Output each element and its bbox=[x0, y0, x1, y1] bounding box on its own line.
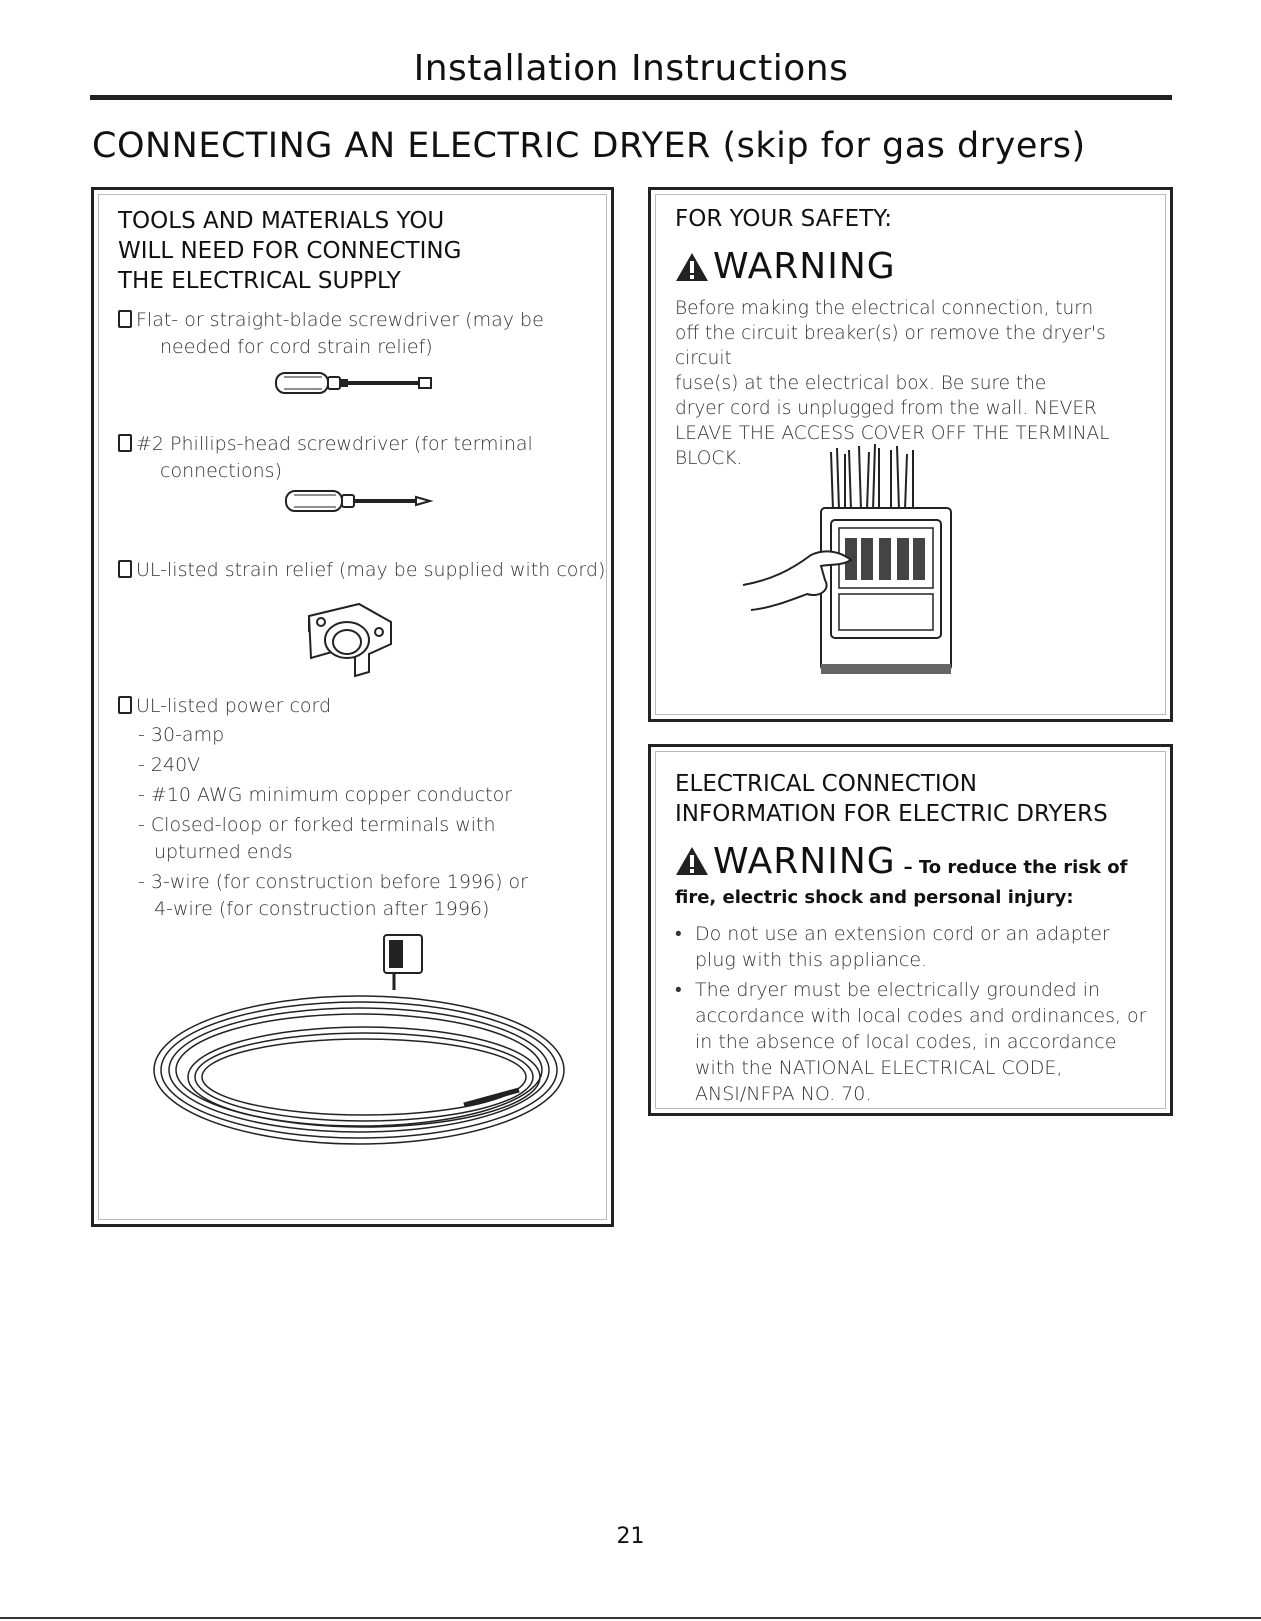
safety-line: fuse(s) at the electrical box. Be sure the bbox=[675, 373, 1047, 394]
safety-warning bbox=[675, 246, 896, 287]
flat-screwdriver-icon bbox=[274, 368, 434, 398]
electrical-heading-line: INFORMATION FOR ELECTRIC DRYERS bbox=[675, 801, 1108, 827]
tools-heading-line: WILL NEED FOR CONNECTING bbox=[118, 238, 462, 264]
bullet-item: • Do not use an extension cord or an adapter plug with this appliance. bbox=[665, 921, 1155, 973]
tools-heading bbox=[118, 206, 461, 296]
page-number: 21 bbox=[616, 1524, 645, 1549]
checkbox-icon bbox=[118, 310, 132, 328]
warning-tail: – To reduce the risk of bbox=[903, 857, 1128, 878]
power-cord-specs bbox=[138, 722, 538, 923]
safety-line: off the circuit breaker(s) or remove the dryer's circuit bbox=[675, 323, 1106, 369]
section-title: CONNECTING AN ELECTRIC DRYER (skip for gas dryers) bbox=[92, 126, 1086, 166]
bullet-item: • The dryer must be electrically grounded in accordance with local codes and ordinances, or in the absence of local codes, in accordance with the NATIONAL ELECTRICAL CODE, ANSI/NFPA NO. 70. bbox=[665, 977, 1155, 1107]
tools-heading-line: THE ELECTRICAL SUPPLY bbox=[118, 268, 401, 294]
breaker-box-icon bbox=[741, 440, 971, 680]
safety-line: BLOCK. bbox=[675, 448, 743, 469]
tool-item-flat-screwdriver bbox=[118, 307, 544, 361]
electrical-heading bbox=[675, 769, 1108, 829]
checkbox-icon bbox=[118, 696, 132, 714]
warning-triangle-icon bbox=[675, 846, 709, 876]
electrical-heading-line: ELECTRICAL CONNECTION bbox=[675, 771, 977, 797]
warning-label: WARNING bbox=[713, 841, 896, 882]
safety-line: LEAVE THE ACCESS COVER OFF THE TERMINAL bbox=[675, 423, 1110, 444]
header-rule bbox=[90, 95, 1172, 100]
item-text: needed for cord strain relief) bbox=[160, 336, 433, 358]
spec-item: - 3-wire (for construction before 1996) or 4-wire (for construction after 1996) bbox=[138, 871, 528, 920]
electrical-warning bbox=[675, 841, 1127, 882]
page-header: Installation Instructions bbox=[413, 48, 849, 89]
item-text: UL-listed power cord bbox=[136, 695, 332, 717]
spec-item: - #10 AWG minimum copper conductor bbox=[138, 784, 513, 806]
tool-item-phillips-screwdriver bbox=[118, 431, 533, 485]
spec-item: - Closed-loop or forked terminals with upturned ends bbox=[138, 814, 496, 863]
bottom-rule bbox=[0, 1617, 1261, 1619]
warning-subtext: fire, electric shock and personal injury: bbox=[675, 887, 1074, 908]
phillips-screwdriver-icon bbox=[284, 486, 434, 516]
safety-line: dryer cord is unplugged from the wall. NEVER bbox=[675, 398, 1097, 419]
warning-triangle-icon bbox=[675, 252, 709, 282]
item-text: Flat- or straight-blade screwdriver (may be bbox=[136, 309, 544, 331]
warning-label: WARNING bbox=[713, 246, 896, 287]
tool-item-strain-relief bbox=[118, 557, 605, 584]
tools-heading-line: TOOLS AND MATERIALS YOU bbox=[118, 208, 445, 234]
spec-item: - 30-amp bbox=[138, 724, 225, 746]
item-text: #2 Phillips-head screwdriver (for terminal bbox=[136, 433, 533, 455]
strain-relief-icon bbox=[299, 602, 399, 677]
electrical-connection-panel bbox=[648, 744, 1173, 1116]
item-text: connections) bbox=[160, 460, 282, 482]
safety-panel bbox=[648, 187, 1173, 722]
safety-line: Before making the electrical connection, turn bbox=[675, 298, 1094, 319]
spec-item: - 240V bbox=[138, 754, 201, 776]
checkbox-icon bbox=[118, 434, 132, 452]
safety-heading: FOR YOUR SAFETY: bbox=[675, 206, 892, 232]
item-text: UL-listed strain relief (may be supplied with cord) bbox=[136, 559, 606, 581]
electrical-bullets bbox=[665, 921, 1155, 1111]
tools-materials-panel bbox=[91, 187, 614, 1227]
power-cord-icon bbox=[134, 935, 584, 1155]
tool-item-power-cord bbox=[118, 693, 331, 720]
checkbox-icon bbox=[118, 560, 132, 578]
